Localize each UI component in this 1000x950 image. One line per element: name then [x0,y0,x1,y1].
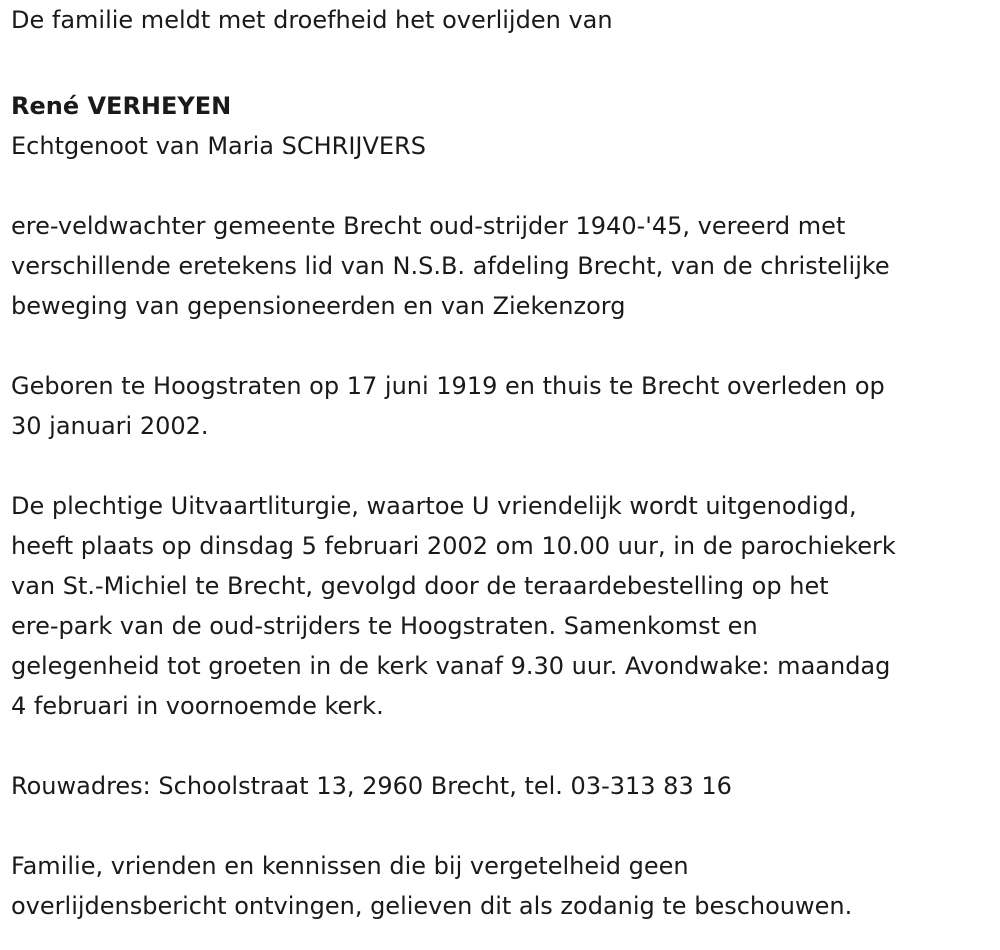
spacer [11,726,996,766]
spacer [11,326,996,366]
paragraph-line: van St.-Michiel te Brecht, gevolgd door de teraardebestelling op het [11,572,829,600]
paragraph-line: gelegenheid tot groeten in de kerk vanaf 9.30 uur. Avondwake: maandag [11,652,891,680]
spacer [11,806,996,846]
obituary-notice [11,0,996,926]
paragraph-line: ere-park van de oud-strijders te Hoogstraten. Samenkomst en [11,612,758,640]
paragraph-line: overlijdensbericht ontvingen, gelieven dit als zodanig te beschouwen. [11,892,853,920]
funeral-paragraph [11,486,996,726]
paragraph-line: verschillende eretekens lid van N.S.B. afdeling Brecht, van de christelijke [11,252,890,280]
paragraph-line: De plechtige Uitvaartliturgie, waartoe U vriendelijk wordt uitgenodigd, [11,492,857,520]
deceased-name: René VERHEYEN [11,92,232,120]
spacer [11,40,996,80]
intro-line: De familie meldt met droefheid het overlijden van [11,6,613,34]
paragraph-line: ere-veldwachter gemeente Brecht oud-strijder 1940-'45, vereerd met [11,212,846,240]
closing-paragraph [11,846,996,926]
paragraph-line: 30 januari 2002. [11,412,209,440]
paragraph-line: heeft plaats op dinsdag 5 februari 2002 om 10.00 uur, in de parochiekerk [11,532,896,560]
paragraph-line: beweging van gepensioneerden en van Ziekenzorg [11,292,626,320]
paragraph-line: Geboren te Hoogstraten op 17 juni 1919 en thuis te Brecht overleden op [11,372,885,400]
titles-paragraph [11,206,996,326]
spouse-line: Echtgenoot van Maria SCHRIJVERS [11,132,426,160]
spacer [11,166,996,206]
spacer [11,446,996,486]
paragraph-line: 4 februari in voornoemde kerk. [11,692,384,720]
paragraph-line: Familie, vrienden en kennissen die bij vergetelheid geen [11,852,689,880]
address-line: Rouwadres: Schoolstraat 13, 2960 Brecht, tel. 03-313 83 16 [11,772,732,800]
birth-death-paragraph [11,366,996,446]
